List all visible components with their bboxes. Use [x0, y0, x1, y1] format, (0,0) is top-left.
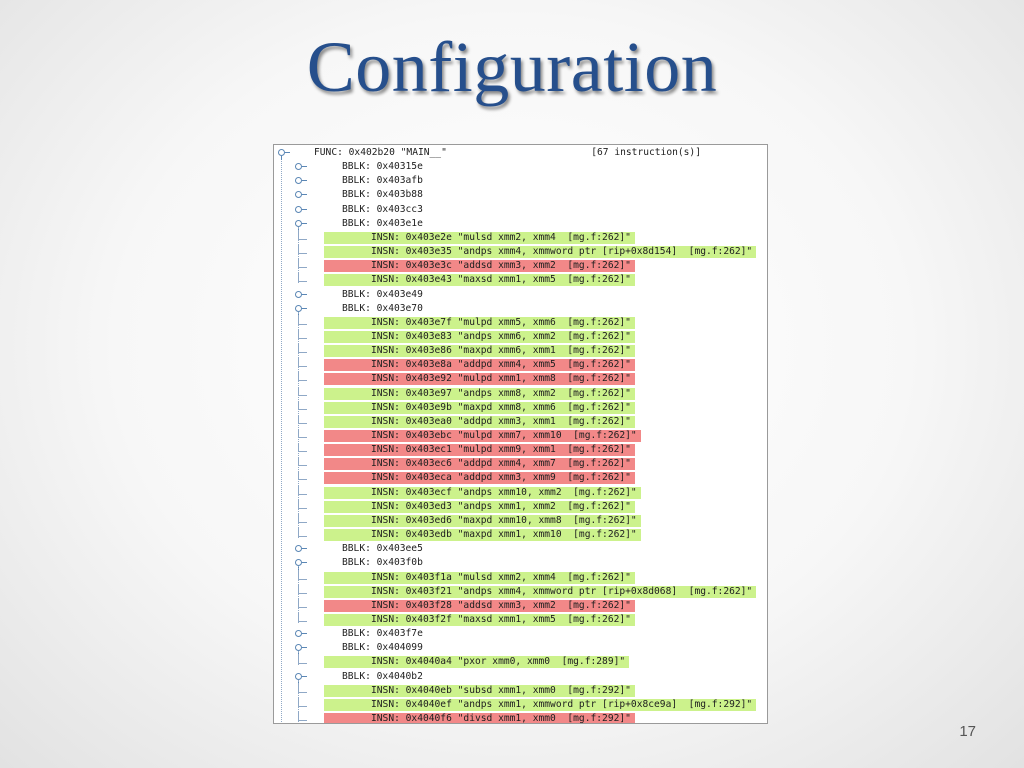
tree-insn-row[interactable] — [274, 514, 767, 528]
tree-elbow — [298, 585, 307, 594]
tree-insn-row[interactable] — [274, 330, 767, 344]
tree-expander-icon[interactable] — [295, 673, 302, 680]
tree-elbow — [298, 655, 307, 664]
tree-elbow — [298, 330, 307, 339]
insn-label: INSN: 0x403e8a "addpd xmm4, xmm5 [mg.f:262]" — [371, 359, 631, 371]
tree-insn-row[interactable] — [274, 500, 767, 514]
tree-elbow — [298, 698, 307, 707]
bblk-label: BBLK: 0x404099 — [342, 642, 423, 654]
bblk-label: BBLK: 0x403f7e — [342, 628, 423, 640]
insn-label: INSN: 0x403edb "maxpd xmm1, xmm10 [mg.f:262]" — [371, 529, 637, 541]
insn-label: INSN: 0x403e86 "maxpd xmm6, xmm1 [mg.f:262]" — [371, 345, 631, 357]
tree-elbow — [298, 358, 307, 367]
tree-insn-row[interactable] — [274, 358, 767, 372]
tree-insn-row[interactable] — [274, 712, 767, 724]
tree-bblk-node[interactable] — [274, 556, 767, 570]
insn-label: INSN: 0x403e97 "andps xmm8, xmm2 [mg.f:262]" — [371, 387, 631, 399]
insn-label: INSN: 0x403ed6 "maxpd xmm10, xmm8 [mg.f:262]" — [371, 514, 637, 526]
tree-elbow — [298, 443, 307, 452]
tree-expander-icon[interactable] — [295, 191, 302, 198]
tree-insn-row[interactable] — [274, 415, 767, 429]
tree-elbow — [298, 387, 307, 396]
insn-label: INSN: 0x403f2f "maxsd xmm1, xmm5 [mg.f:262]" — [371, 613, 631, 625]
tree-expander-icon[interactable] — [295, 305, 302, 312]
insn-label: INSN: 0x403e35 "andps xmm4, xmmword ptr [rip+0x8d154] [mg.f:262]" — [371, 246, 753, 258]
insn-label: INSN: 0x403eca "addpd xmm3, xmm9 [mg.f:262]" — [371, 472, 631, 484]
insn-label: INSN: 0x403e92 "mulpd xmm1, xmm8 [mg.f:262]" — [371, 373, 631, 385]
bblk-label: BBLK: 0x403e70 — [342, 302, 423, 314]
tree-insn-row[interactable] — [274, 571, 767, 585]
tree-expander-icon[interactable] — [295, 177, 302, 184]
tree-insn-row[interactable] — [274, 457, 767, 471]
tree-elbow — [298, 316, 307, 325]
insn-label: INSN: 0x403f21 "andps xmm4, xmmword ptr [rip+0x8d068] [mg.f:262]" — [371, 585, 753, 597]
bblk-label: BBLK: 0x403f0b — [342, 557, 423, 569]
tree-expander-icon[interactable] — [295, 644, 302, 651]
insn-label: INSN: 0x4040a4 "pxor xmm0, xmm0 [mg.f:289]" — [371, 656, 626, 668]
tree-expander-icon[interactable] — [278, 149, 285, 156]
tree-insn-row[interactable] — [274, 528, 767, 542]
insn-label: INSN: 0x403ed3 "andps xmm1, xmm2 [mg.f:262]" — [371, 500, 631, 512]
tree-insn-row[interactable] — [274, 372, 767, 386]
insn-label: INSN: 0x403e9b "maxpd xmm8, xmm6 [mg.f:262]" — [371, 401, 631, 413]
tree-insn-row[interactable] — [274, 231, 767, 245]
bblk-label: BBLK: 0x403e49 — [342, 288, 423, 300]
slide-title: Configuration — [306, 27, 718, 107]
insn-label: INSN: 0x4040ef "andps xmm1, xmmword ptr [rip+0x8ce9a] [mg.f:292]" — [371, 698, 753, 710]
tree-bblk-node[interactable] — [274, 160, 767, 174]
bblk-label: BBLK: 0x4040b2 — [342, 670, 423, 682]
insn-label: INSN: 0x403f1a "mulsd xmm2, xmm4 [mg.f:262]" — [371, 571, 631, 583]
tree-elbow — [298, 415, 307, 424]
tree-insn-row[interactable] — [274, 344, 767, 358]
tree-insn-row[interactable] — [274, 471, 767, 485]
insn-label: INSN: 0x403e2e "mulsd xmm2, xmm4 [mg.f:262]" — [371, 231, 631, 243]
tree-insn-row[interactable] — [274, 599, 767, 613]
insn-label: INSN: 0x4040eb "subsd xmm1, xmm0 [mg.f:292]" — [371, 684, 631, 696]
tree-elbow — [298, 486, 307, 495]
tree-elbow — [298, 528, 307, 537]
tree-bblk-node[interactable] — [274, 217, 767, 231]
insn-label: INSN: 0x4040f6 "divsd xmm1, xmm0 [mg.f:292]" — [371, 713, 631, 724]
tree-insn-row[interactable] — [274, 443, 767, 457]
insn-label: INSN: 0x403e7f "mulpd xmm5, xmm6 [mg.f:262]" — [371, 316, 631, 328]
tree-bblk-node[interactable] — [274, 174, 767, 188]
tree-elbow — [298, 401, 307, 410]
tree-expander-icon[interactable] — [295, 559, 302, 566]
tree-insn-row[interactable] — [274, 655, 767, 669]
tree-insn-row[interactable] — [274, 585, 767, 599]
insn-label: INSN: 0x403e3c "addsd xmm3, xmm2 [mg.f:262]" — [371, 260, 631, 272]
tree-insn-row[interactable] — [274, 273, 767, 287]
tree-func-node[interactable] — [274, 146, 767, 160]
tree-bblk-node[interactable] — [274, 670, 767, 684]
bblk-label: BBLK: 0x40315e — [342, 161, 423, 173]
tree-insn-row[interactable] — [274, 486, 767, 500]
tree-insn-row[interactable] — [274, 245, 767, 259]
bblk-label: BBLK: 0x403e1e — [342, 217, 423, 229]
tree-bblk-node[interactable] — [274, 542, 767, 556]
bblk-label: BBLK: 0x403ee5 — [342, 543, 423, 555]
tree-insn-row[interactable] — [274, 613, 767, 627]
page-number: 17 — [959, 723, 976, 740]
bblk-label: BBLK: 0x403cc3 — [342, 203, 423, 215]
insn-label: INSN: 0x403ec6 "addpd xmm4, xmm7 [mg.f:262]" — [371, 458, 631, 470]
tree-elbow — [298, 245, 307, 254]
tree-bblk-node[interactable] — [274, 288, 767, 302]
insn-label: INSN: 0x403ebc "mulpd xmm7, xmm10 [mg.f:262]" — [371, 430, 637, 441]
tree-elbow — [298, 457, 307, 466]
instruction-tree-panel[interactable] — [273, 144, 768, 724]
tree-elbow — [298, 684, 307, 693]
tree-expander-icon[interactable] — [295, 630, 302, 637]
tree-elbow — [298, 500, 307, 509]
tree-elbow — [298, 571, 307, 580]
insn-label: INSN: 0x403ecf "andps xmm10, xmm2 [mg.f:262]" — [371, 486, 637, 498]
tree-elbow — [298, 344, 307, 353]
tree-insn-row[interactable] — [274, 259, 767, 273]
tree-elbow — [298, 273, 307, 282]
tree-elbow — [298, 372, 307, 381]
tree-elbow — [298, 471, 307, 480]
tree-insn-row[interactable] — [274, 429, 767, 443]
tree-elbow — [298, 231, 307, 240]
tree-expander-icon[interactable] — [295, 206, 302, 213]
tree-insn-row[interactable] — [274, 401, 767, 415]
tree-elbow — [298, 429, 307, 438]
tree-bblk-node[interactable] — [274, 188, 767, 202]
tree-insn-row[interactable] — [274, 698, 767, 712]
tree-bblk-node[interactable] — [274, 302, 767, 316]
tree-expander-icon[interactable] — [295, 545, 302, 552]
insn-label: INSN: 0x403e43 "maxsd xmm1, xmm5 [mg.f:262]" — [371, 274, 631, 286]
insn-label: INSN: 0x403f28 "addsd xmm3, xmm2 [mg.f:262]" — [371, 599, 631, 611]
insn-label: INSN: 0x403ec1 "mulpd xmm9, xmm1 [mg.f:262]" — [371, 444, 631, 456]
func-label: FUNC: 0x402b20 "MAIN__" [67 instruction(s)] — [314, 147, 701, 158]
tree-insn-row[interactable] — [274, 387, 767, 401]
tree-elbow — [298, 259, 307, 268]
bblk-label: BBLK: 0x403afb — [342, 175, 423, 187]
bblk-label: BBLK: 0x403b88 — [342, 189, 423, 201]
insn-label: INSN: 0x403ea0 "addpd xmm3, xmm1 [mg.f:262]" — [371, 415, 631, 427]
tree-elbow — [298, 712, 307, 721]
insn-label: INSN: 0x403e83 "andps xmm6, xmm2 [mg.f:262]" — [371, 330, 631, 342]
tree-insn-row[interactable] — [274, 316, 767, 330]
tree-insn-row[interactable] — [274, 684, 767, 698]
tree-expander-icon[interactable] — [295, 163, 302, 170]
tree-bblk-node[interactable] — [274, 627, 767, 641]
tree-bblk-node[interactable] — [274, 641, 767, 655]
tree-bblk-node[interactable] — [274, 203, 767, 217]
tree-expander-icon[interactable] — [295, 220, 302, 227]
tree-expander-icon[interactable] — [295, 291, 302, 298]
tree-elbow — [298, 514, 307, 523]
tree-elbow — [298, 599, 307, 608]
tree-elbow — [298, 613, 307, 622]
